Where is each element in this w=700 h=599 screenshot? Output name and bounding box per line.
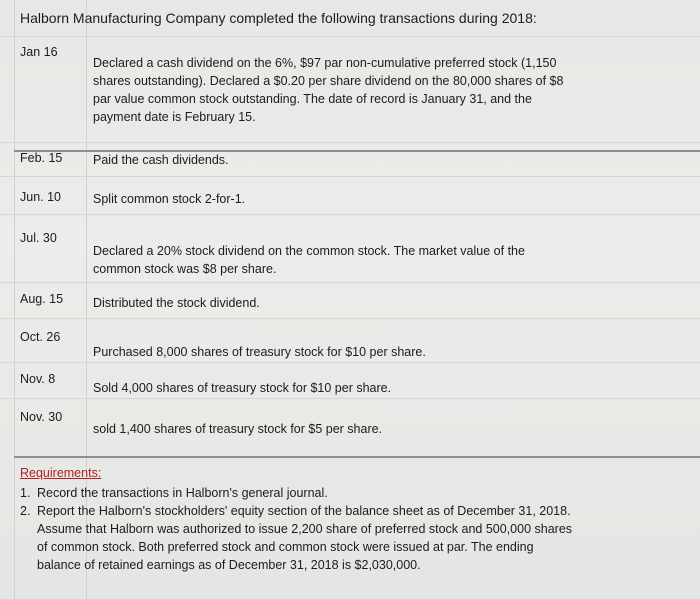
transaction-date: Nov. 30	[20, 410, 63, 424]
grid-line	[0, 36, 700, 37]
transaction-description: Paid the cash dividends.	[93, 153, 229, 167]
requirement-item	[20, 484, 580, 502]
requirement-text: Record the transactions in Halborn's general journal.	[37, 486, 328, 500]
intro-text: Halborn Manufacturing Company completed the following transactions during 2018:	[20, 10, 537, 26]
transaction-date: Jul. 30	[20, 231, 57, 245]
grid-line	[0, 318, 700, 319]
requirement-number: 1.	[20, 486, 31, 500]
requirements-list	[20, 484, 580, 574]
grid-line	[0, 142, 700, 143]
grid-line	[0, 282, 700, 283]
transaction-date: Nov. 8	[20, 372, 56, 386]
requirements-heading: Requirements:	[20, 466, 102, 480]
transaction-date: Aug. 15	[20, 292, 64, 306]
divider	[14, 456, 700, 458]
requirement-text: Report the Halborn's stockholders' equity section of the balance sheet as of December 31, 2018. Assume that Halborn was authorized to issue 2,200 share of preferred stock and 500,000 shares of common stock. Both preferred stock and common stock were issued at par. The ending balance of retained earnings as of December 31, 2018 is $2,030,000.	[37, 504, 573, 572]
grid-line	[0, 214, 700, 215]
transaction-description: Purchased 8,000 shares of treasury stock for $10 per share.	[93, 345, 426, 359]
transaction-description: Declared a 20% stock dividend on the common stock. The market value of the common stock was $8 per share.	[93, 244, 525, 276]
transaction-description: sold 1,400 shares of treasury stock for $5 per share.	[93, 422, 383, 436]
grid-line	[0, 176, 700, 177]
transaction-date: Feb. 15	[20, 151, 63, 165]
transaction-date: Jan 16	[20, 45, 58, 59]
grid-line	[0, 362, 700, 363]
transaction-description: Split common stock 2-for-1.	[93, 192, 246, 206]
requirement-number: 2.	[20, 504, 31, 518]
transaction-description: Distributed the stock dividend.	[93, 296, 260, 310]
transaction-date: Oct. 26	[20, 330, 61, 344]
transaction-date: Jun. 10	[20, 190, 62, 204]
transaction-description: Sold 4,000 shares of treasury stock for $10 per share.	[93, 381, 392, 395]
grid-line	[14, 0, 15, 599]
requirement-item	[20, 502, 580, 574]
transaction-description: Declared a cash dividend on the 6%, $97 par non-cumulative preferred stock (1,150 shares outstanding). Declared a $0.20 per share dividend on the 80,000 shares of $8 par value common stock outstanding. The date of record is January 31, and the payment date is February 15.	[93, 56, 564, 124]
grid-line	[0, 398, 700, 399]
